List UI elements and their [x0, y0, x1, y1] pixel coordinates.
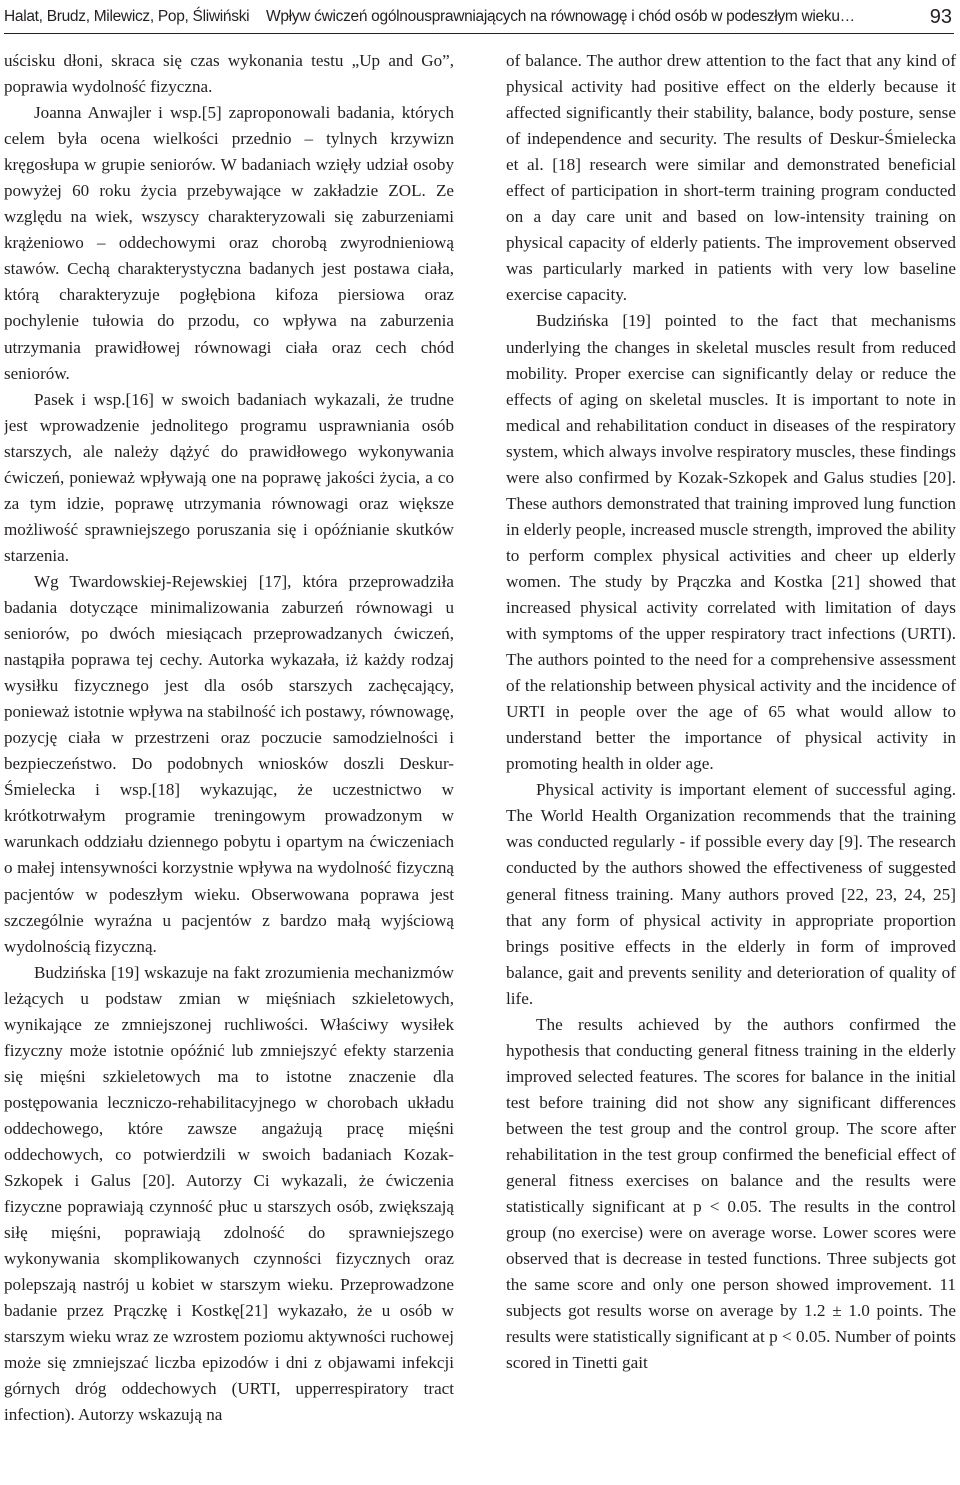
header-authors: Halat, Brudz, Milewicz, Pop, Śliwiński [4, 8, 250, 25]
paragraph: Physical activity is important element of successful aging. The World Health Organization recommends that the training was conducted regularly - if possible every day [9]. The research conducted by the authors showed the effectiveness of suggested general fitness training. Many authors proved [22, 23, 24, 25] that any form of physical activity in appropriate proportion brings positive effects in the elderly in form of improved balance, gait and prevents senility and deterioration of quality of life. [506, 780, 956, 1008]
page-number: 93 [929, 6, 952, 28]
header-title: Wpływ ćwiczeń ogólnousprawniających na równowagę i chód osób w podeszłym wieku… [266, 8, 855, 25]
paragraph: of balance. The author drew attention to the fact that any kind of physical activity had positive effect on the elderly because it affected significantly their stability, balance, body posture, sense of independence and security. The results of Deskur-Śmielecka et al. [18] research were similar and demonstrated beneficial effect of participation in short-term training program conducted on a day care unit and based on low-intensity training on physical capacity of elderly patients. The improvement observed was particularly marked in patients with very low baseline exercise capacity. [506, 51, 956, 305]
running-header [4, 6, 956, 30]
paragraph: Budzińska [19] wskazuje na fakt zrozumienia mechanizmów leżących u podstaw zmian w mięśniach szkieletowych, wynikające ze zmniejszonej ruchliwości. Właściwy wysiłek fizyczny może istotnie opóźnić lub zmniejszyć efekty starzenia się mięśni szkieletowych ma to istotne znaczenie dla postępowania leczniczo-rehabilitacyjnego w chorobach układu oddechowego, które zawsze angażują pracę mięśni oddechowych, co potwierdzili w swoich badaniach Kozak-Szkopek i Galus [20]. Autorzy Ci wykazali, że ćwiczenia fizyczne poprawiają czynność płuc u starszych osób, zwiększają siłę mięśni, poprawiają zdolność do sprawniejszego wykonywania skomplikowanych czynności fizycznych oraz polepszają nastrój u kobiet w starszym wieku. Przeprowadzone badanie przez Prączkę i Kostkę[21] wykazało, że u osób w starszym wieku wraz ze wzrostem poziomu aktywności ruchowej może się zmniejszać liczba epizodów i dni z objawami infekcji górnych dróg oddechowych (URTI, upperrespiratory tract infection). Autorzy wskazują na [4, 962, 454, 1425]
paragraph: The results achieved by the authors confirmed the hypothesis that conducting general fitness training in the elderly improved selected features. The scores for balance in the initial test before training did not show any significant differences between the test group and the control group. The score after rehabilitation in the test group confirmed the beneficial effect of general fitness exercises on balance and the results were statistically significant at p < 0.05. The results in the control group (no exercise) were on average worse. Lower scores were observed that is decrease in tested functions. Three subjects got the same score and only one person showed improvement. 11 subjects got results worse on average by 1.2 ± 1.0 points. The results were statistically significant at p < 0.05. Number of points scored in Tinetti gait [506, 1014, 956, 1373]
paragraph: Pasek i wsp.[16] w swoich badaniach wykazali, że trudne jest wprowadzenie jednolitego programu usprawniania osób starszych, ale należy dążyć do prawidłowego wykonywania ćwiczeń, ponieważ wpływają one na poprawę jakości życia, a co za tym idzie, poprawę utrzymania równowagi oraz większe możliwość sprawniejszego poruszania się i opóźnianie skutków starzenia. [4, 389, 454, 565]
paragraph: uścisku dłoni, skraca się czas wykonania testu „Up and Go”, poprawia wydolność fizyczna. [4, 51, 454, 97]
right-column [506, 48, 956, 1483]
paragraph: Joanna Anwajler i wsp.[5] zaproponowali badania, których celem była ocena wielkości przednio – tylnych krzywizn kręgosłupa w grupie seniorów. W badaniach wzięły udział osoby powyżej 60 roku życia przebywające w zakładzie ZOL. Ze względu na wiek, wszyscy charakteryzowali się zaburzeniami krążeniowo – oddechowymi oraz chorobą zwyrodnieniową stawów. Cechą charakterystyczna badanych jest postawa ciała, którą charakteryzuje pogłębiona kifoza piersiowa oraz pochylenie tułowia do przodu, co wpływa na zaburzenia utrzymania prawidłowej równowagi ciała oraz cech chód seniorów. [4, 103, 454, 383]
header-rule [4, 33, 954, 34]
paragraph: Wg Twardowskiej-Rejewskiej [17], która przeprowadziła badania dotyczące minimalizowania zaburzeń równowagi u seniorów, po dwóch miesiącach przeprowadzanych ćwiczeń, nastąpiła poprawa tej cechy. Autorka wykazała, iż każdy rodzaj wysiłku fizycznego jest dla osób starszych zachęcający, ponieważ istotnie wpływa na stabilność ich postawy, równowagę, pozycję ciała w przestrzeni oraz poczucie samodzielności i bezpieczeństwo. Do podobnych wniosków doszli Deskur-Śmielecka i wsp.[18] wykazując, że uczestnictwo w krótkotrwałym programie treningowym prowadzonym w warunkach oddziału dziennego pobytu i opartym na ćwiczeniach o małej intensywności korzystnie wpływa na wydolność fizyczną pacjentów w podeszłym wieku. Obserwowana poprawa jest szczególnie wyraźna u pacjentów z bardzo małą wyjściową wydolnością fizyczną. [4, 571, 454, 956]
paragraph: Budzińska [19] pointed to the fact that mechanisms underlying the changes in skeletal muscles result from reduced mobility. Proper exercise can significantly delay or reduce the effects of aging on skeletal muscles. It is important to note in medical and rehabilitation conduct in diseases of the respiratory system, which always involve respiratory muscles, these findings were also confirmed by Kozak-Szkopek and Galus studies [20]. These authors demonstrated that training improved lung function in elderly people, increased muscle strength, improved the ability to perform complex physical activities and cheer up elderly women. The study by Prączka and Kostka [21] showed that increased physical activity correlated with limitation of days with symptoms of the upper respiratory tract infections (URTI). The authors pointed to the need for a comprehensive assessment of the relationship between physical activity and the incidence of URTI in people over the age of 65 what would allow to understand better the importance of physical activity in promoting health in older age. [506, 311, 956, 774]
left-column [4, 48, 454, 1483]
